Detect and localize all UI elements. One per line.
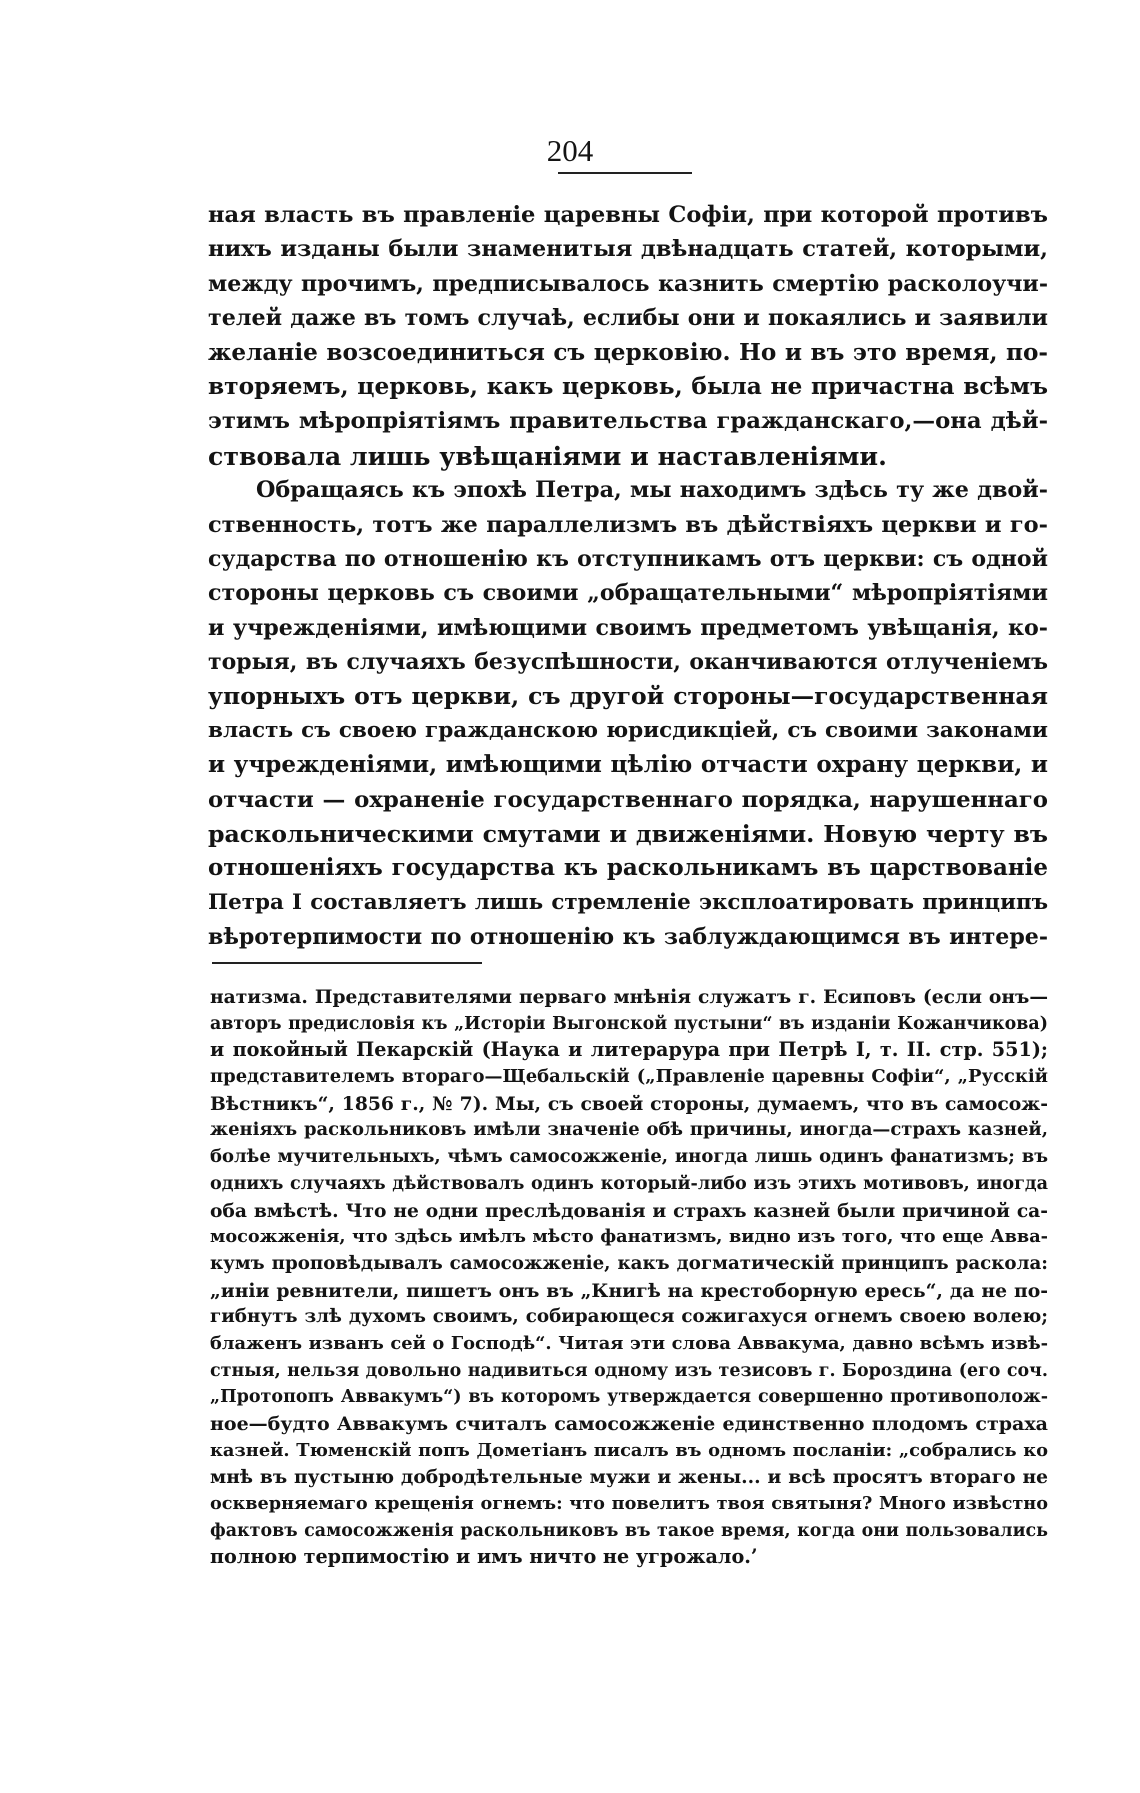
text-line: отношеніяхъ государства къ раскольникамъ въ царствованіе xyxy=(208,854,1048,882)
text-line: вторяемъ, церковь, какъ церковь, была не причастна всѣмъ xyxy=(208,372,1048,400)
footnote-line: авторъ предисловія къ „Исторіи Выгонской пустыни“ въ изданіи Кожанчикова) xyxy=(210,1013,1048,1034)
text-line: Петра I составляетъ лишь стремленіе эксплоатировать принципъ xyxy=(208,889,1048,915)
text-line: этимъ мѣропріятіямъ правительства гражданскаго,—она дѣй- xyxy=(208,408,1048,435)
text-line: и учрежденіями, имѣющими своимъ предметомъ увѣщанія, ко- xyxy=(208,614,1048,641)
footnote-line: кумъ проповѣдывалъ самосожженіе, какъ догматическій принципъ раскола: xyxy=(210,1252,1048,1274)
footnote-line: „Протопопъ Аввакумъ“) въ которомъ утверждается совершенно противополож- xyxy=(210,1387,1048,1408)
text-line: торыя, въ случаяхъ безуспѣшности, оканчиваются отлученіемъ xyxy=(208,649,1048,676)
footnote-line: мнѣ въ пустыню добродѣтельные мужи и жены... и всѣ просятъ втораго не xyxy=(210,1466,1048,1489)
footnote-line: натизма. Представителями перваго мнѣнія служатъ г. Есиповъ (если онъ— xyxy=(210,986,1048,1008)
text-line: Обращаясь къ эпохѣ Петра, мы находимъ здѣсь ту же двой- xyxy=(256,477,1048,504)
text-line: нихъ изданы были знаменитыя двѣнадцать статей, которыми, xyxy=(208,236,1048,263)
text-line: раскольническими смутами и движеніями. Новую черту въ xyxy=(208,820,1048,849)
text-line: ственность, тотъ же параллелизмъ въ дѣйствіяхъ церкви и го- xyxy=(208,511,1048,538)
footnote-line: Вѣстникъ“, 1856 г., № 7). Мы, съ своей стороны, думаемъ, что въ самосож- xyxy=(210,1092,1048,1115)
footnote-line: оскверняемаго крещенія огнемъ: что повелитъ твоя святыня? Много извѣстно xyxy=(210,1493,1048,1515)
text-line: стороны церковь съ своими „обращательными“ мѣропріятіями xyxy=(208,580,1048,607)
footnote-line: болѣе мучительныхъ, чѣмъ самосожженіе, иногда лишь одинъ фанатизмъ; въ xyxy=(210,1146,1048,1168)
text-line: и учрежденіями, имѣющими цѣлію отчасти охрану церкви, и xyxy=(208,751,1048,779)
main-text xyxy=(208,198,1048,955)
text-line: телей даже въ томъ случаѣ, еслибы они и покаялись и заявили xyxy=(208,305,1048,332)
footnote-line: ное—будто Аввакумъ считалъ самосожженіе единственно плодомъ страха xyxy=(210,1413,1048,1435)
footnote xyxy=(210,984,1048,1571)
footnote-line: представителемъ втораго—Щебальскій („Правленіе царевны Софіи“, „Русскій xyxy=(210,1066,1048,1088)
page-number: 204 xyxy=(546,133,594,168)
footnote-line: фактовъ самосожженія раскольниковъ въ такое время, когда они пользовались xyxy=(210,1520,1048,1541)
footnote-line: стныя, нельзя довольно надивиться одному изъ тезисовъ г. Бороздина (его соч. xyxy=(210,1360,1048,1381)
text-line: между прочимъ, предписывалось казнить смертію расколоучи- xyxy=(208,270,1048,297)
page-number-rule xyxy=(558,172,692,174)
footnote-line: гибнутъ злѣ духомъ своимъ, собирающеся сожигахуся огнемъ своею волею; xyxy=(210,1306,1048,1328)
footnote-line: мосожженія, что здѣсь имѣлъ мѣсто фанатизмъ, видно изъ того, что еще Авва- xyxy=(210,1226,1048,1248)
footnote-line: оба вмѣстѣ. Что не одни преслѣдованія и страхъ казней были причиной са- xyxy=(210,1199,1048,1222)
text-line: сударства по отношенію къ отступникамъ отъ церкви: съ одной xyxy=(208,545,1048,572)
text-line: упорныхъ отъ церкви, съ другой стороны—государственная xyxy=(208,682,1048,711)
footnote-line: женіяхъ раскольниковъ имѣли значеніе обѣ причины, иногда—страхъ казней, xyxy=(210,1119,1048,1141)
footnote-line: блаженъ изванъ сей о Господѣ“. Читая эти слова Аввакума, давно всѣмъ извѣ- xyxy=(210,1332,1048,1354)
footnote-line: однихъ случаяхъ дѣйствовалъ одинъ который-либо изъ этихъ мотивовъ, иногда xyxy=(210,1172,1048,1194)
text-line: вѣротерпимости по отношенію къ заблуждающимся въ интере- xyxy=(208,924,1048,951)
footnote-line: и покойный Пекарскій (Наука и литерарура при Петрѣ I, т. II. стр. 551); xyxy=(210,1038,1048,1062)
footnote-line: казней. Тюменскій попъ Дометіанъ писалъ въ одномъ посланіи: „собрались ко xyxy=(210,1439,1048,1461)
text-line: ствовала лишь увѣщаніями и наставленіями. xyxy=(208,440,887,471)
footnote-line: полною терпимостію и имъ ничто не угрожало.’ xyxy=(210,1545,758,1569)
text-line: желаніе возсоединиться съ церковію. Но и въ это время, по- xyxy=(208,338,1048,366)
text-line: отчасти — охраненіе государственнаго порядка, нарушеннаго xyxy=(208,786,1048,813)
text-line: ная власть въ правленіе царевны Софіи, при которой противъ xyxy=(208,202,1048,228)
footnote-line: „иніи ревнители, пишетъ онъ въ „Книгѣ на крестоборную ересь“, да не по- xyxy=(210,1279,1048,1302)
text-line: власть съ своею гражданскою юрисдикціей, съ своими законами xyxy=(208,717,1048,743)
footnote-separator xyxy=(212,962,482,964)
